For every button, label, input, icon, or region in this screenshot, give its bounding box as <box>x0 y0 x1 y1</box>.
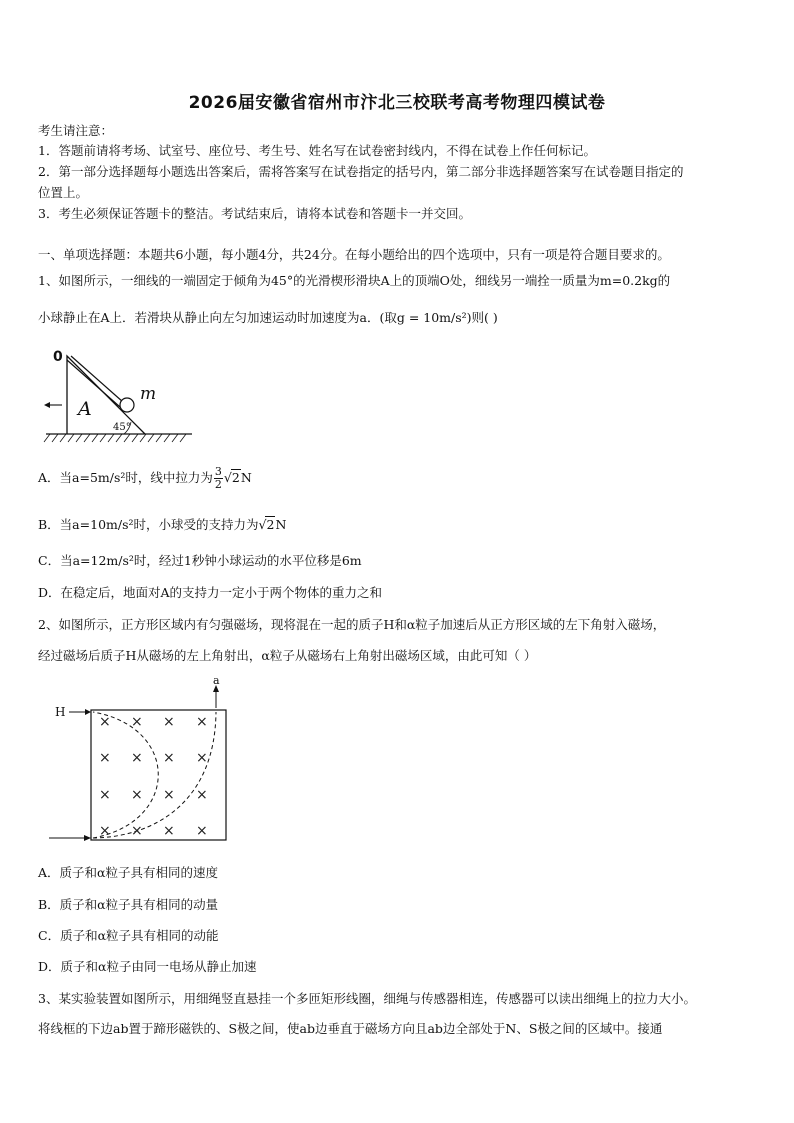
sqrt-radicand: 2 <box>231 470 240 485</box>
notice-item-2: 2．第一部分选择题每小题选出答案后，需将答案写在试卷指定的括号内，第二部分非选择题答案写在试卷题目指定的 <box>38 164 684 179</box>
field-cross-mark: × <box>163 787 175 803</box>
field-cross-mark: × <box>163 750 175 766</box>
q1-option-c: C．当a=12m/s²时，经过1秒钟小球运动的水平位移是6m <box>38 553 362 568</box>
field-cross-mark: × <box>163 714 175 730</box>
field-cross-mark: × <box>131 714 143 730</box>
q1-stem-line2: 小球静止在A上．若滑块从静止向左匀加速运动时加速度为a．(取g = 10m/s²)则( ) <box>38 310 498 325</box>
field-cross-mark: × <box>196 750 208 766</box>
q2-option-b: B．质子和α粒子具有相同的动量 <box>38 897 219 912</box>
q2-label-h: H <box>55 705 66 719</box>
field-cross-mark: × <box>163 823 175 839</box>
notice-heading: 考生请注意： <box>38 123 114 138</box>
field-cross-mark: × <box>196 823 208 839</box>
field-cross-mark: × <box>131 750 143 766</box>
q1-label-a: A <box>78 398 92 420</box>
q2-option-d: D．质子和α粒子由同一电场从静止加速 <box>38 959 257 974</box>
q3-stem-line1: 3、某实验装置如图所示，用细绳竖直悬挂一个多匝矩形线圈，细绳与传感器相连，传感器可以读出细绳上的拉力大小。 <box>38 991 696 1006</box>
field-cross-mark: × <box>99 750 111 766</box>
q1-label-angle: 45° <box>113 422 131 433</box>
section-heading: 一、单项选择题：本题共6小题，每小题4分，共24分。在每小题给出的四个选项中，只有一项是符合题目要求的。 <box>38 247 670 262</box>
q1-option-b-text: B．当a=10m/s²时，小球受的支持力为 <box>38 517 259 532</box>
q3-stem-line2: 将线框的下边ab置于蹄形磁铁的、S极之间，使ab边垂直于磁场方向且ab边全部处于N、S极之间的区域中。接通 <box>38 1021 663 1036</box>
q1-stem-line1: 1、如图所示，一细线的一端固定于倾角为45°的光滑楔形滑块A上的顶端O处，细线另一端拴一质量为m=0.2kg的 <box>38 273 671 288</box>
field-cross-mark: × <box>131 823 143 839</box>
q2-magnetic-field-figure <box>45 672 235 847</box>
field-cross-mark: × <box>196 714 208 730</box>
field-cross-mark: × <box>99 787 111 803</box>
q2-stem-line1: 2、如图所示，正方形区域内有匀强磁场，现将混在一起的质子H和α粒子加速后从正方形区域的左下角射入磁场， <box>38 617 666 632</box>
q2-label-a: a <box>213 674 220 687</box>
notice-item-1: 1．答题前请将考场、试室号、座位号、考生号、姓名写在试卷密封线内，不得在试卷上作任何标记。 <box>38 143 596 158</box>
fraction <box>214 466 223 491</box>
q1-label-o: 0 <box>53 349 63 365</box>
exam-title: 2026届安徽省宿州市汴北三校联考高考物理四模试卷 <box>188 93 606 113</box>
q1-option-d: D．在稳定后，地面对A的支持力一定小于两个物体的重力之和 <box>38 585 383 600</box>
q2-option-c: C．质子和α粒子具有相同的动能 <box>38 928 219 943</box>
q1-option-a-text: A．当a=5m/s²时，线中拉力为 <box>38 470 213 485</box>
q1-option-b: B．当a=10m/s²时，小球受的支持力为√2N <box>38 517 287 532</box>
notice-item-3: 3．考生必须保证答题卡的整洁。考试结束后，请将本试卷和答题卡一并交回。 <box>38 206 471 221</box>
unit: N <box>275 517 287 532</box>
q1-option-a: A．当a=5m/s²时，线中拉力为 $\frac{3}{2}$ √2N <box>38 465 252 491</box>
unit: N <box>240 470 252 485</box>
field-cross-mark: × <box>196 787 208 803</box>
field-cross-mark: × <box>99 823 111 839</box>
q2-option-a: A．质子和α粒子具有相同的速度 <box>38 865 218 880</box>
q2-stem-line2: 经过磁场后质子H从磁场的左上角射出，α粒子从磁场右上角射出磁场区域，由此可知（ ） <box>38 648 537 663</box>
q1-label-m: m <box>140 384 157 404</box>
field-cross-mark: × <box>131 787 143 803</box>
notice-item-2-cont: 位置上。 <box>38 185 89 200</box>
field-cross-mark: × <box>99 714 111 730</box>
fraction-denominator: 2 <box>214 478 222 491</box>
fraction-numerator: 3 <box>214 465 222 478</box>
sqrt-radicand: 2 <box>266 517 275 532</box>
